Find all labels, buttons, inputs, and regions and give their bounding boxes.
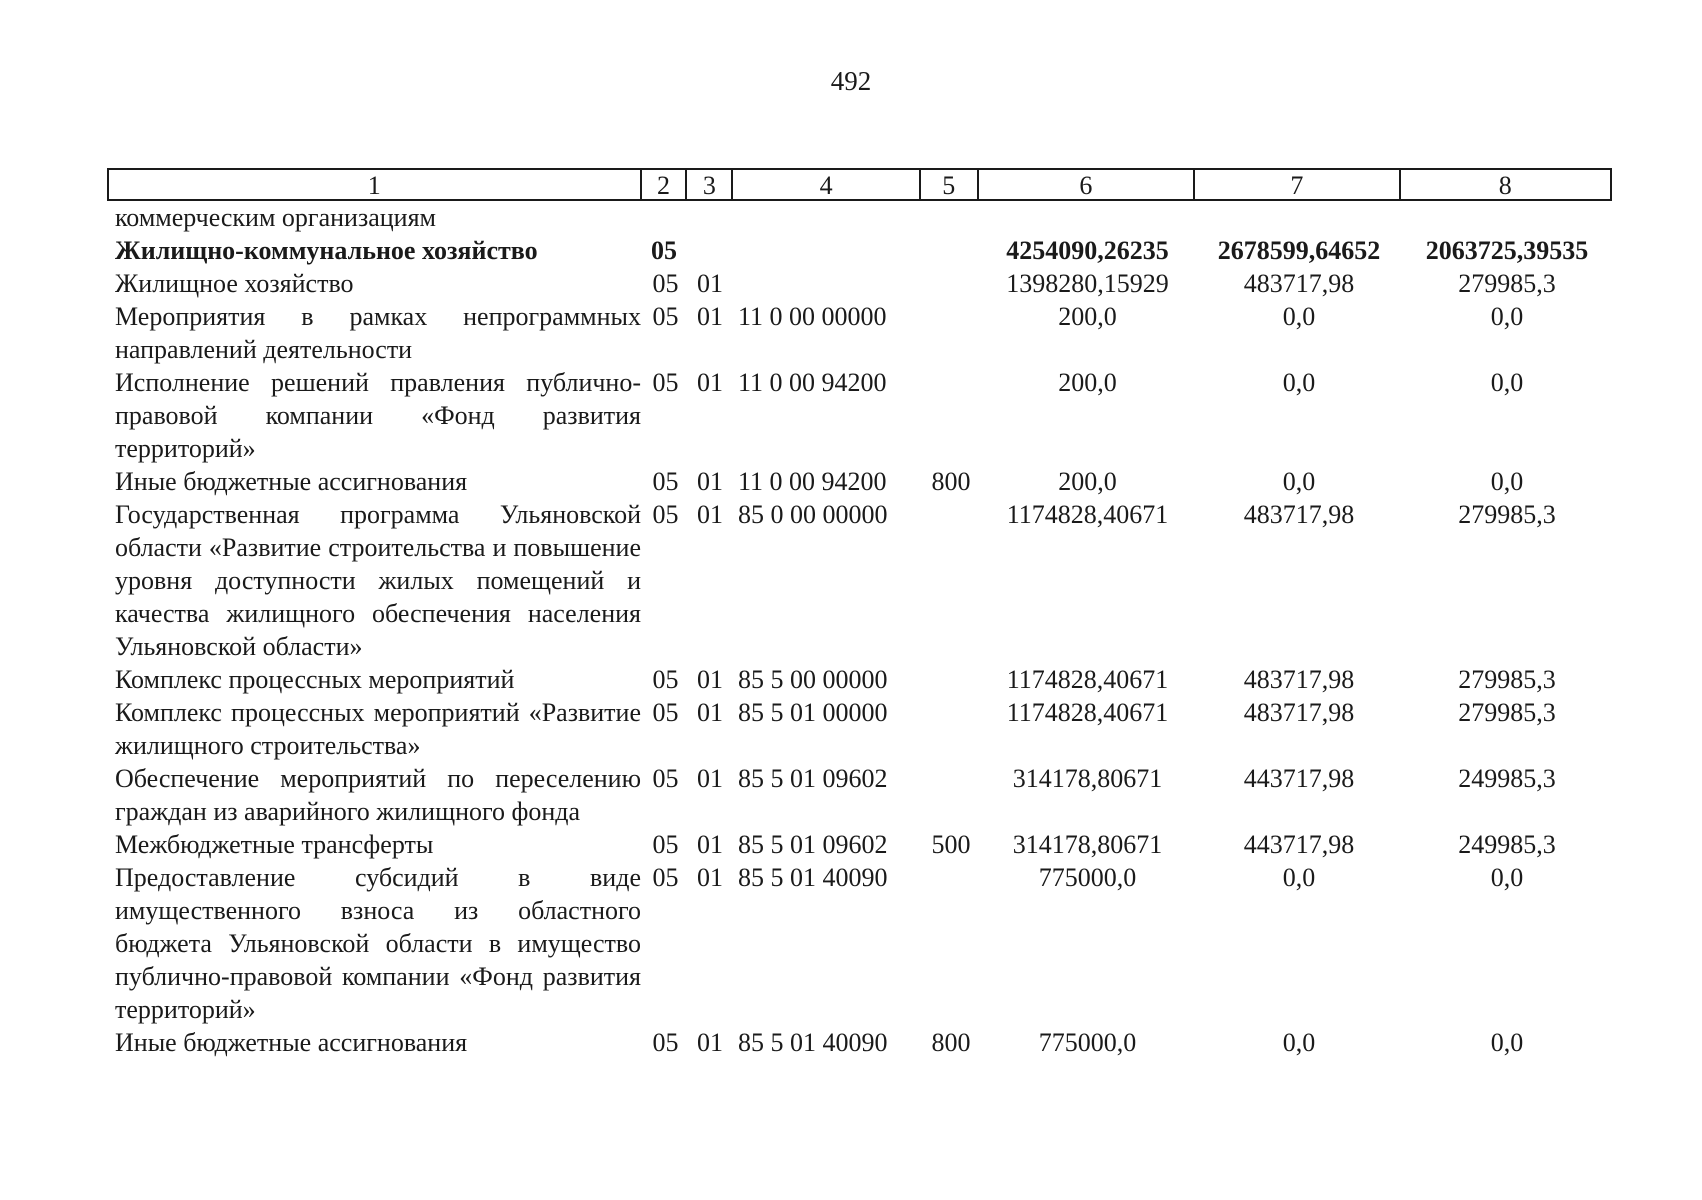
row-name: Жилищное хозяйство (115, 269, 354, 298)
subsection-code (690, 234, 730, 267)
target-article-code: 11 0 00 00000 (738, 302, 887, 331)
row-name: Иные бюджетные ассигнования (115, 467, 468, 496)
amount-year-3: 279985,3 (1458, 269, 1556, 298)
subsection-code: 01 (697, 830, 723, 859)
table-row (107, 762, 1612, 828)
expense-type-code (923, 267, 979, 300)
subsection-code: 01 (697, 269, 723, 298)
subsection-code: 01 (697, 863, 723, 892)
header-col-1: 1 (109, 170, 642, 199)
section-code: 05 (652, 368, 679, 397)
row-name: Обеспечение мероприятий по переселению граждан из аварийного жилищного фонда (115, 764, 641, 826)
amount-year-2: 483717,98 (1243, 698, 1355, 727)
amount-year-1: 1398280,15929 (1006, 269, 1169, 298)
amount-year-3: 0,0 (1490, 863, 1524, 892)
amount-year-3: 0,0 (1490, 467, 1524, 496)
target-article-code: 85 5 01 40090 (738, 863, 888, 892)
subsection-code: 01 (697, 764, 723, 793)
amount-year-1: 200,0 (1058, 467, 1117, 496)
amount-year-2: 0,0 (1282, 863, 1316, 892)
amount-year-3: 0,0 (1490, 302, 1524, 331)
table-row (107, 663, 1612, 696)
subsection-code: 01 (697, 368, 723, 397)
target-article-code: 85 5 01 40090 (738, 1028, 888, 1057)
table-row (107, 234, 1612, 267)
amount-year-3: 249985,3 (1458, 830, 1556, 859)
table-row (107, 696, 1612, 762)
amount-year-1: 775000,0 (1038, 863, 1137, 892)
amount-year-1: 4254090,26235 (1006, 236, 1169, 265)
expense-type-code (923, 366, 979, 465)
expense-type-code (923, 762, 979, 828)
amount-year-1: 1174828,40671 (1006, 500, 1169, 529)
target-article-code (730, 201, 923, 234)
section-code: 05 (652, 269, 679, 298)
table-row (107, 861, 1612, 1026)
target-article-code: 11 0 00 94200 (738, 467, 887, 496)
amount-year-3: 279985,3 (1458, 500, 1556, 529)
amount-year-2: 483717,98 (1243, 665, 1355, 694)
amount-year-2: 443717,98 (1243, 830, 1355, 859)
amount-year-3: 279985,3 (1458, 698, 1556, 727)
expense-type-code: 800 (931, 467, 971, 496)
section-code (641, 201, 690, 234)
header-col-3: 3 (687, 170, 733, 199)
row-name: Межбюджетные трансферты (115, 830, 434, 859)
table-row (107, 201, 1612, 234)
expense-type-code (923, 696, 979, 762)
header-col-7: 7 (1195, 170, 1400, 199)
amount-year-3: 0,0 (1490, 368, 1524, 397)
expense-type-code (923, 663, 979, 696)
section-code: 05 (652, 863, 679, 892)
amount-year-2: 0,0 (1282, 1028, 1316, 1057)
row-name: Комплекс процессных мероприятий (115, 665, 515, 694)
row-name: Мероприятия в рамках непрограммных направлений деятельности (115, 302, 641, 364)
row-name: Комплекс процессных мероприятий «Развитие жилищного строительства» (115, 698, 641, 760)
amount-year-2: 0,0 (1282, 467, 1316, 496)
row-name: Государственная программа Ульяновской области «Развитие строительства и повышение уровня доступности жилых помещений и качества жилищного обеспечения населения Ульяновской области» (115, 500, 641, 661)
table-row (107, 366, 1612, 465)
amount-year-3: 279985,3 (1458, 665, 1556, 694)
subsection-code (690, 201, 730, 234)
subsection-code: 01 (697, 500, 723, 529)
target-article-code: 85 5 01 00000 (738, 698, 888, 727)
target-article-code: 85 5 01 09602 (738, 764, 888, 793)
table-row (107, 267, 1612, 300)
amount-year-3: 249985,3 (1458, 764, 1556, 793)
amount-year-2: 2678599,64652 (1217, 236, 1381, 265)
amount-year-2 (1196, 201, 1402, 234)
amount-year-2: 483717,98 (1243, 269, 1355, 298)
amount-year-2: 443717,98 (1243, 764, 1355, 793)
header-col-6: 6 (979, 170, 1195, 199)
amount-year-1: 200,0 (1058, 302, 1117, 331)
table-row (107, 465, 1612, 498)
row-name: Исполнение решений правления публично-правовой компании «Фонд развития территорий» (115, 368, 641, 463)
section-code: 05 (652, 1028, 679, 1057)
target-article-code: 85 5 00 00000 (738, 665, 888, 694)
expense-type-code (923, 201, 979, 234)
row-name: Жилищно-коммунальное хозяйство (115, 236, 538, 265)
section-code: 05 (652, 500, 679, 529)
section-code: 05 (652, 665, 679, 694)
target-article-code (730, 234, 923, 267)
amount-year-2: 0,0 (1282, 302, 1316, 331)
row-name: Иные бюджетные ассигнования (115, 1028, 468, 1057)
section-code: 05 (652, 830, 679, 859)
subsection-code: 01 (697, 467, 723, 496)
amount-year-2: 0,0 (1282, 368, 1316, 397)
target-article-code (730, 267, 923, 300)
header-col-4: 4 (733, 170, 921, 199)
expense-type-code (923, 498, 979, 663)
header-col-8: 8 (1498, 171, 1512, 200)
table-row (107, 828, 1612, 861)
amount-year-1: 200,0 (1058, 368, 1117, 397)
amount-year-1 (979, 201, 1196, 234)
section-code: 05 (652, 302, 679, 331)
subsection-code: 01 (697, 302, 723, 331)
subsection-code: 01 (697, 698, 723, 727)
table-row (107, 300, 1612, 366)
table-body (107, 201, 1612, 1059)
table-row (107, 498, 1612, 663)
section-code: 05 (652, 467, 679, 496)
section-code: 05 (652, 764, 679, 793)
section-code: 05 (652, 698, 679, 727)
expense-type-code (923, 861, 979, 1026)
section-code: 05 (651, 236, 677, 265)
table-header (107, 168, 1612, 201)
amount-year-3: 2063725,39535 (1425, 236, 1589, 265)
amount-year-1: 1174828,40671 (1006, 698, 1169, 727)
amount-year-1: 1174828,40671 (1006, 665, 1169, 694)
target-article-code: 85 0 00 00000 (738, 500, 888, 529)
target-article-code: 85 5 01 09602 (738, 830, 888, 859)
amount-year-3: 0,0 (1490, 1028, 1524, 1057)
amount-year-1: 775000,0 (1038, 1028, 1137, 1057)
budget-table (107, 168, 1612, 1059)
row-name: Предоставление субсидий в виде имущественного взноса из областного бюджета Ульяновской области в имущество публично-правовой компании «Фонд развития территорий» (115, 863, 641, 1024)
header-col-2: 2 (642, 170, 688, 199)
expense-type-code: 800 (931, 1028, 971, 1057)
expense-type-code (923, 234, 979, 267)
amount-year-3 (1402, 201, 1612, 234)
target-article-code: 11 0 00 94200 (738, 368, 887, 397)
subsection-code: 01 (697, 665, 723, 694)
subsection-code: 01 (697, 1028, 723, 1057)
header-col-5: 5 (921, 170, 979, 199)
table-row (107, 1026, 1612, 1059)
expense-type-code (923, 300, 979, 366)
page-number: 492 (830, 66, 872, 96)
amount-year-1: 314178,80671 (1012, 764, 1163, 793)
expense-type-code: 500 (931, 830, 971, 859)
amount-year-1: 314178,80671 (1012, 830, 1163, 859)
row-name: коммерческим организациям (115, 203, 437, 232)
amount-year-2: 483717,98 (1243, 500, 1355, 529)
